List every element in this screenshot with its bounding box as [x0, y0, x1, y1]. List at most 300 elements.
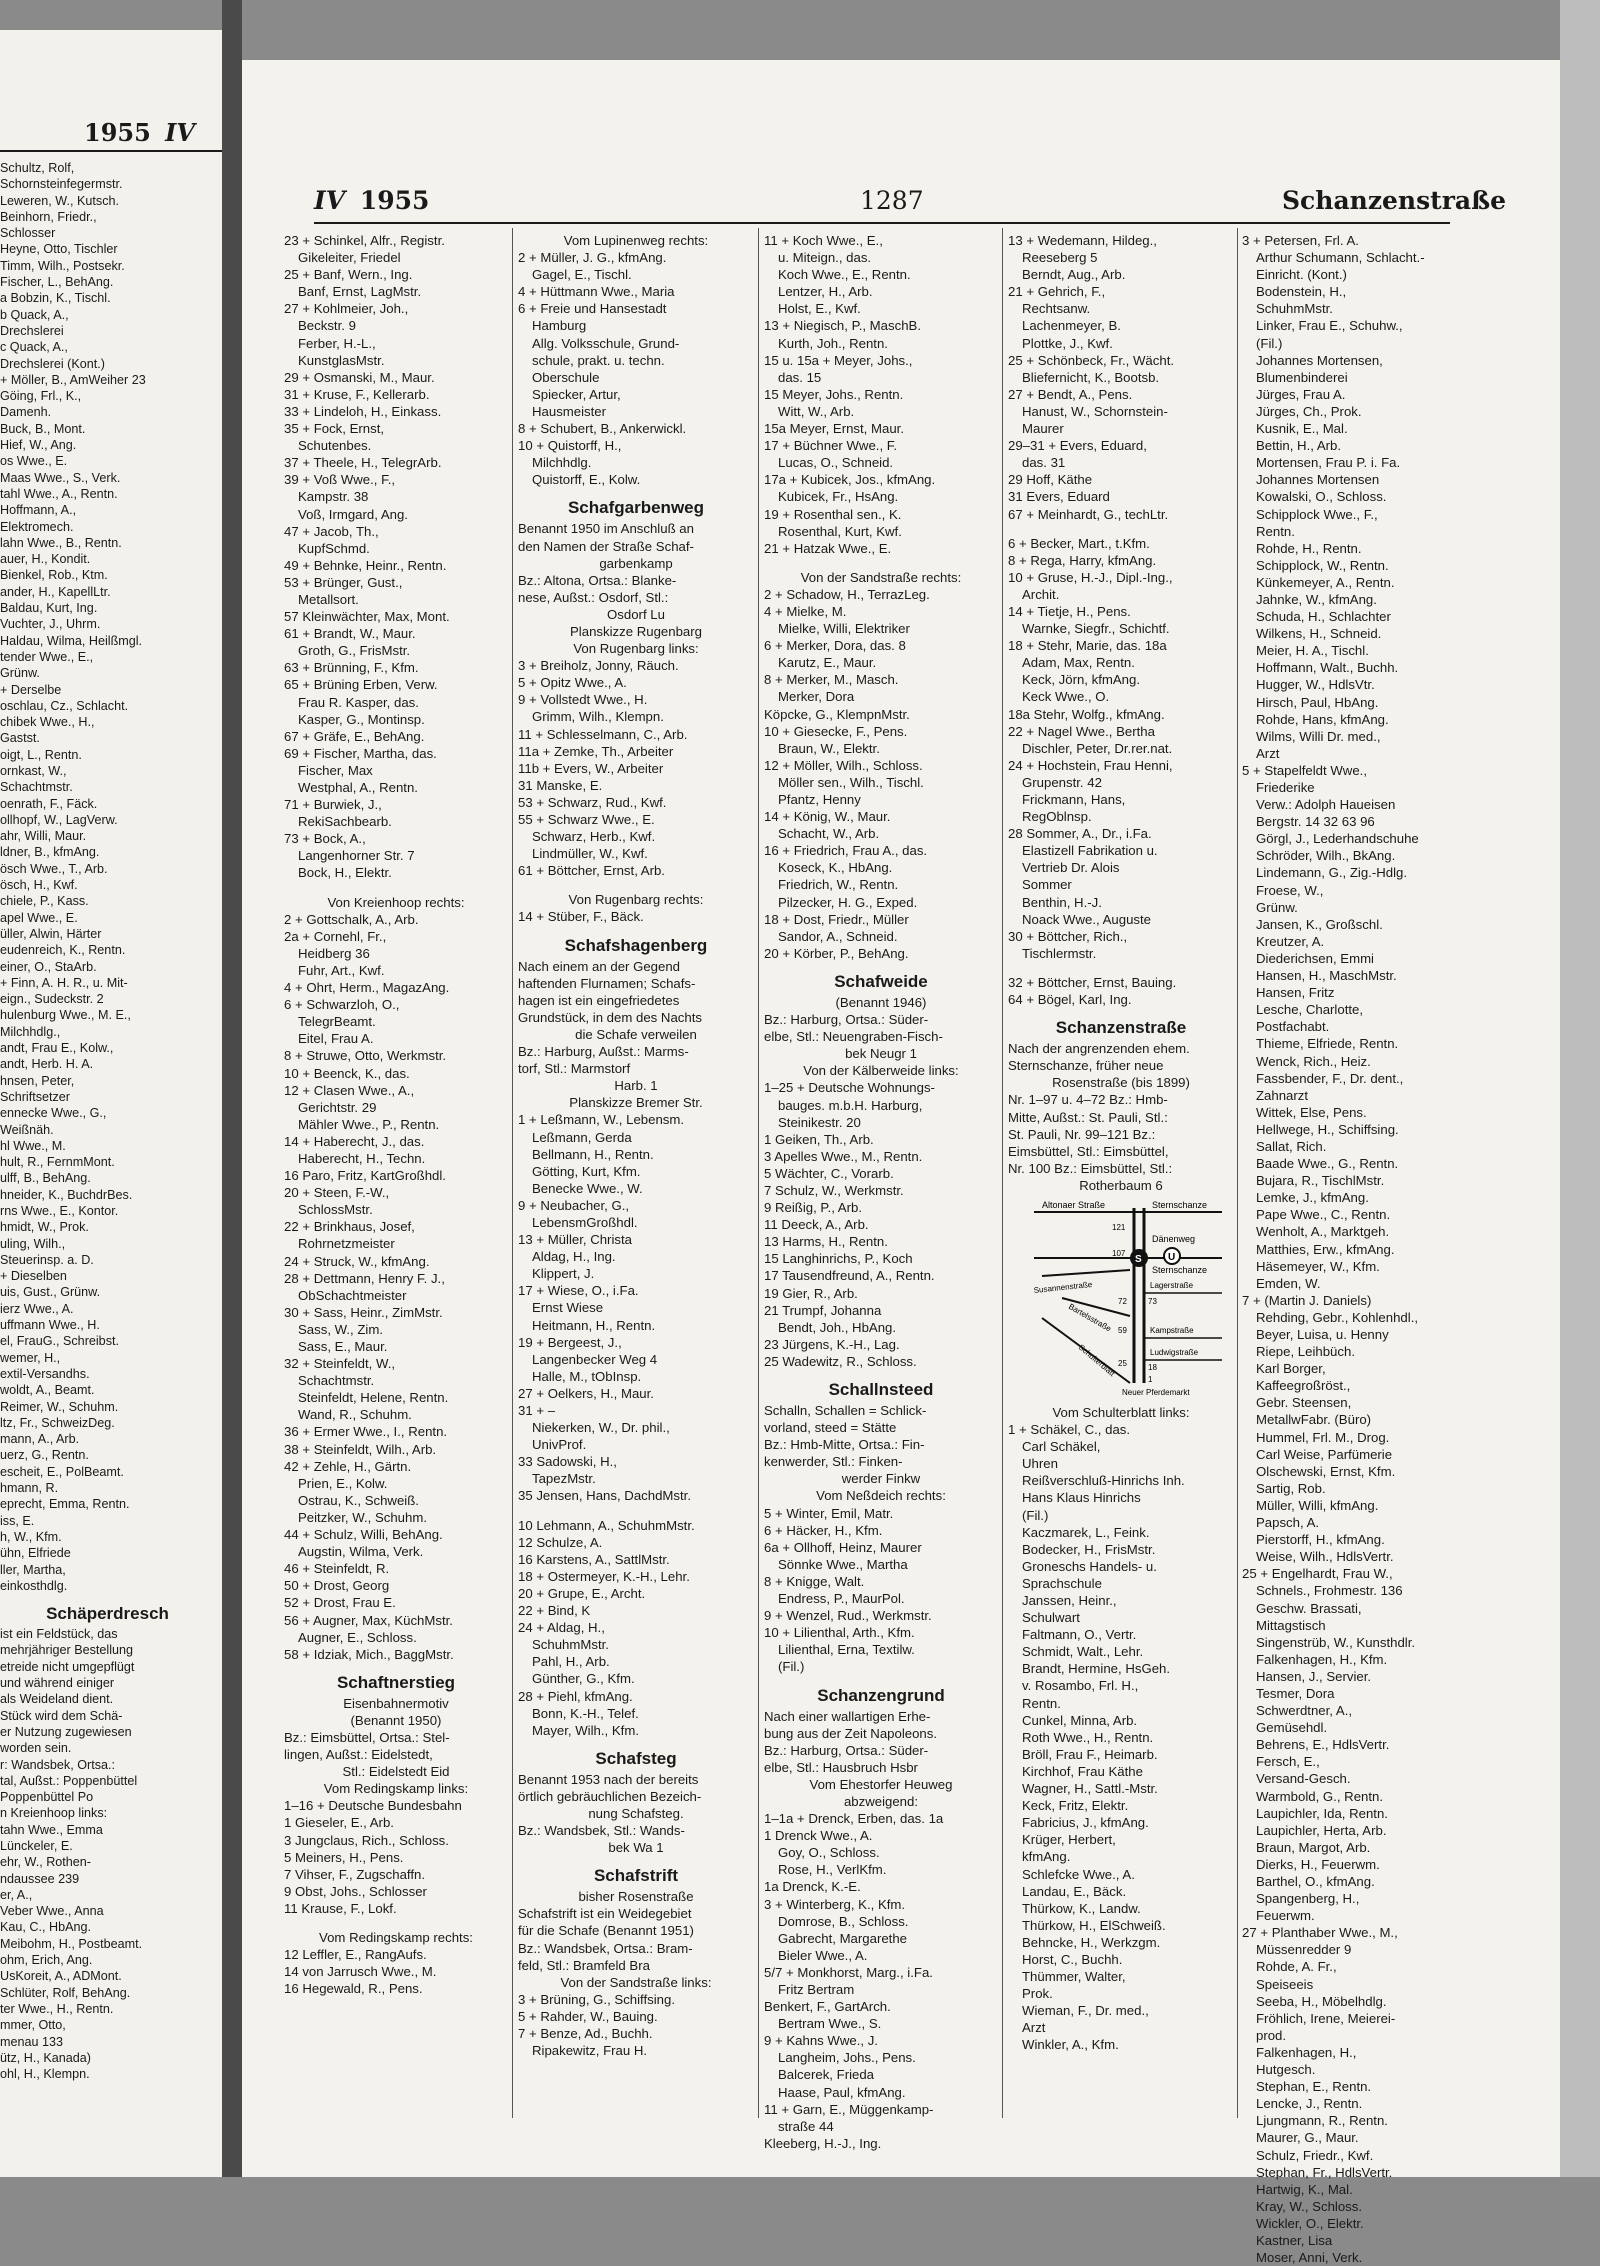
- directory-entry: Prien, E., Kolw.: [298, 1475, 388, 1491]
- directory-entry: ndaussee 239: [0, 1871, 80, 1886]
- directory-entry: Metallsort.: [298, 591, 359, 607]
- directory-entry: [284, 882, 508, 894]
- directory-entry: 31 Manske, E.: [518, 777, 603, 793]
- directory-entry: Maurer, G., Maur.: [1256, 2130, 1359, 2146]
- directory-entry: Häsemeyer, W., Kfm.: [1256, 1258, 1380, 1274]
- directory-entry: Hugger, W., HdlsVtr.: [1256, 677, 1375, 693]
- directory-entry: Bellmann, H., Rentn.: [532, 1146, 654, 1162]
- directory-entry: 11 + Garn, E., Müggenkamp-: [764, 2101, 934, 2117]
- directory-entry: Gebr. Steensen,: [1256, 1395, 1352, 1411]
- directory-entry: 3 Jungclaus, Rich., Schloss.: [284, 1832, 449, 1848]
- page-edge-strip: [1560, 0, 1600, 2177]
- directory-entry: Fabricius, J., kfmAng.: [1022, 1815, 1149, 1831]
- directory-entry: Reißverschluß-Hinrichs Inh.: [1022, 1473, 1185, 1489]
- directory-entry: Von Rugenbarg links:: [573, 641, 699, 657]
- directory-entry: 67 + Gräfe, E., BehAng.: [284, 728, 425, 744]
- directory-entry: [764, 557, 998, 569]
- directory-entry: hnsen, Peter,: [0, 1073, 75, 1088]
- directory-entry: Schuda, H., Schlachter: [1256, 609, 1391, 625]
- directory-entry: Ripakewitz, Frau H.: [532, 2043, 648, 2059]
- left-column: [0, 160, 215, 2082]
- directory-entry: hulenburg Wwe., M. E.,: [0, 1008, 131, 1023]
- directory-entry: nese, Außst.: Osdorf, Stl.:: [518, 589, 669, 605]
- directory-entry: Wand, R., Schuhm.: [298, 1407, 412, 1423]
- directory-entry: Rohde, Hans, kfmAng.: [1256, 711, 1389, 727]
- directory-entry: 30 + Böttcher, Rich.,: [1008, 928, 1128, 944]
- directory-entry: Friedrich, W., Rentn.: [778, 877, 899, 893]
- directory-entry: Warmbold, G., Rentn.: [1256, 1788, 1384, 1804]
- directory-entry: Kowalski, O., Schloss.: [1256, 489, 1387, 505]
- directory-entry: 18 + Stehr, Marie, das. 18a: [1008, 638, 1167, 654]
- directory-entry: abzweigend:: [843, 1793, 919, 1809]
- directory-entry: [1008, 523, 1234, 535]
- directory-entry: Pahl, H., Arb.: [532, 1654, 610, 1670]
- map-label: Sternschanze: [1152, 1199, 1208, 1210]
- directory-entry: Tesmer, Dora: [1256, 1685, 1335, 1701]
- directory-entry: 6 + Schwarzloh, O.,: [284, 997, 400, 1013]
- map-label: Sternschanze: [1152, 1264, 1208, 1275]
- directory-entry: 1 + Leßmann, W., Lebensm.: [518, 1112, 685, 1128]
- directory-entry: Adam, Max, Rentn.: [1022, 655, 1135, 671]
- directory-entry: 7 Schulz, W., Werkmstr.: [764, 1182, 904, 1198]
- directory-entry: 5 + Opitz Wwe., A.: [518, 675, 627, 691]
- directory-entry: Falkenhagen, H.,: [1256, 2044, 1357, 2060]
- directory-entry: Benecke Wwe., W.: [532, 1180, 643, 1196]
- directory-entry: ühn, Elfriede: [0, 1546, 71, 1561]
- directory-entry: Veber Wwe., Anna: [0, 1904, 104, 1919]
- directory-entry: Blumenbinderei: [1256, 369, 1348, 385]
- directory-entry: Gagel, E., Tischl.: [532, 267, 632, 283]
- directory-entry: 35 + Fock, Ernst,: [284, 421, 385, 437]
- directory-entry: Elastizell Fabrikation u.: [1022, 843, 1158, 859]
- directory-entry: Maas Wwe., S., Verk.: [0, 470, 121, 485]
- directory-entry: menau 133: [0, 2034, 64, 2049]
- directory-entry: Maurer: [1022, 421, 1064, 437]
- directory-entry: Landau, E., Bäck.: [1022, 1883, 1127, 1899]
- directory-entry: 9 + Kahns Wwe., J.: [764, 2033, 878, 2049]
- directory-entry: 11 + Schlesselmann, C., Arb.: [518, 726, 688, 742]
- directory-entry: Eitel, Frau A.: [298, 1031, 374, 1047]
- directory-entry: 16 Hegewald, R., Pens.: [284, 1981, 423, 1997]
- directory-entry: Augstin, Wilma, Verk.: [298, 1544, 424, 1560]
- directory-entry: Ferber, H.-L.,: [298, 335, 376, 351]
- directory-entry: torf, Stl.: Marmstorf: [518, 1061, 631, 1077]
- page-number: 1287: [860, 186, 924, 215]
- directory-entry: Schornsteinfegermstr.: [0, 177, 123, 192]
- directory-entry: Jürges, Frau A.: [1256, 386, 1346, 402]
- directory-entry: oigt, L., Rentn.: [0, 747, 82, 762]
- directory-entry: ösch Wwe., T., Arb.: [0, 861, 108, 876]
- directory-entry: Wilms, Willi Dr. med.,: [1256, 728, 1381, 744]
- directory-entry: Osdorf Lu: [607, 606, 665, 622]
- directory-entry: Linker, Frau E., Schuhw.,: [1256, 318, 1403, 334]
- directory-entry: 5 Meiners, H., Pens.: [284, 1849, 404, 1865]
- directory-entry: 44 + Schulz, Willi, BehAng.: [284, 1527, 443, 1543]
- directory-entry: 9 Reißig, P., Arb.: [764, 1200, 862, 1216]
- directory-entry: Aldag, H., Ing.: [532, 1249, 616, 1265]
- directory-entry: Schnels., Frohmestr. 136: [1256, 1583, 1403, 1599]
- directory-entry: Oberschule: [532, 369, 600, 385]
- directory-entry: 50 + Drost, Georg: [284, 1578, 390, 1594]
- directory-entry: 14 von Jarrusch Wwe., M.: [284, 1964, 437, 1980]
- directory-entry: das. 31: [1022, 455, 1066, 471]
- right-running-head-left: [314, 186, 429, 215]
- directory-entry: Geschw. Brassati,: [1256, 1600, 1362, 1616]
- directory-entry: 2 + Schadow, H., TerrazLeg.: [764, 586, 930, 602]
- directory-entry: Sprachschule: [1022, 1575, 1102, 1591]
- directory-entry: KupfSchmd.: [298, 540, 370, 556]
- directory-entry: Versand-Gesch.: [1256, 1771, 1351, 1787]
- directory-entry: 52 + Drost, Frau E.: [284, 1595, 396, 1611]
- directory-entry: Kubicek, Fr., HsAng.: [778, 489, 899, 505]
- directory-entry: eprecht, Emma, Rentn.: [0, 1497, 130, 1512]
- directory-entry: Vom Redingskamp links:: [323, 1781, 469, 1797]
- directory-entry: Feuerwm.: [1256, 1908, 1315, 1924]
- directory-entry: Lentzer, H., Arb.: [778, 284, 873, 300]
- directory-entry: Olschewski, Ernst, Kfm.: [1256, 1463, 1396, 1479]
- directory-entry: 23 Jürgens, K.-H., Lag.: [764, 1336, 900, 1352]
- directory-entry: garbenkamp: [599, 555, 673, 571]
- directory-entry: Westphal, A., Rentn.: [298, 780, 418, 795]
- directory-entry: [518, 1505, 754, 1517]
- directory-entry: Sass, W., Zim.: [298, 1321, 383, 1337]
- right-year: 1955: [359, 186, 430, 215]
- directory-entry: örtlich gebräuchlichen Bezeich-: [518, 1788, 702, 1804]
- directory-entry: Behncke, H., Werkzgm.: [1022, 1934, 1161, 1950]
- directory-entry: Koch Wwe., E., Rentn.: [778, 267, 911, 283]
- directory-entry: einer, O., StaArb.: [0, 959, 97, 974]
- directory-entry: Beckstr. 9: [298, 318, 356, 334]
- directory-entry: Prok.: [1022, 1986, 1053, 2002]
- directory-entry: Peitzker, W., Schuhm.: [298, 1509, 427, 1525]
- directory-entry: Jahnke, W., kfmAng.: [1256, 591, 1377, 607]
- directory-entry: 37 + Theele, H., TelegrArb.: [284, 455, 442, 471]
- directory-entry: ollhopf, W., LagVerw.: [0, 812, 118, 827]
- directory-entry: ösch, H., Kwf.: [0, 878, 78, 893]
- directory-entry: vorland, steed = Stätte: [764, 1420, 897, 1436]
- directory-entry: Noack Wwe., Auguste: [1022, 911, 1152, 927]
- directory-entry: Pierstorff, H., kfmAng.: [1256, 1532, 1385, 1548]
- directory-entry: el, FrauG., Schreibst.: [0, 1334, 119, 1349]
- directory-entry: Benkert, F., GartArch.: [764, 1999, 891, 2015]
- directory-entry: Kirchhof, Frau Käthe: [1022, 1763, 1143, 1779]
- directory-entry: 25 + Engelhardt, Frau W.,: [1242, 1566, 1393, 1582]
- directory-entry: ander, H., KapellLtr.: [0, 584, 111, 599]
- directory-entry: Ljungmann, R., Rentn.: [1256, 2113, 1388, 2129]
- directory-entry: Karutz, E., Maur.: [778, 655, 877, 671]
- directory-entry: Vom Redingskamp rechts:: [319, 1930, 473, 1945]
- directory-entry: Kurth, Joh., Rentn.: [778, 335, 888, 351]
- directory-entry: straße 44: [778, 2118, 834, 2134]
- directory-entry: ahr, Willi, Maur.: [0, 829, 87, 844]
- directory-entry: ltz, Fr., SchweizDeg.: [0, 1415, 115, 1430]
- directory-entry: 25 + Banf, Wern., Ing.: [284, 267, 413, 283]
- directory-entry: 21 Trumpf, Johanna: [764, 1302, 882, 1318]
- directory-entry: 57 Kleinwächter, Max, Mont.: [284, 609, 450, 625]
- directory-entry: TapezMstr.: [532, 1471, 596, 1487]
- directory-entry: elbe, Stl.: Hausbruch Hsbr: [764, 1759, 918, 1775]
- directory-entry: Schwerdtner, A.,: [1256, 1703, 1353, 1719]
- directory-entry: Hoffmann, A.,: [0, 503, 77, 518]
- directory-entry: 1–16 + Deutsche Bundesbahn: [284, 1798, 462, 1814]
- directory-entry: Gikeleiter, Friedel: [298, 250, 401, 266]
- directory-entry: 30 + Sass, Heinr., ZimMstr.: [284, 1304, 443, 1320]
- directory-entry: Bergstr. 14 32 63 96: [1256, 814, 1375, 830]
- directory-entry: Fuhr, Art., Kwf.: [298, 962, 385, 978]
- street-heading: Schanzengrund: [817, 1685, 945, 1705]
- directory-entry: Niekerken, W., Dr. phil.,: [532, 1420, 670, 1436]
- directory-entry: 11 Krause, F., Lokf.: [284, 1900, 397, 1916]
- directory-entry: ehr, W., Rothen-: [0, 1855, 91, 1870]
- directory-entry: als Weideland dient.: [0, 1692, 114, 1707]
- directory-entry: Janssen, Heinr.,: [1022, 1593, 1117, 1608]
- directory-entry: [518, 879, 754, 891]
- directory-entry: 20 + Grupe, E., Archt.: [518, 1585, 646, 1601]
- directory-entry: Buck, B., Mont.: [0, 421, 86, 436]
- directory-entry: Von der Sandstraße links:: [560, 1974, 712, 1990]
- directory-entry: Thümmer, Walter,: [1022, 1969, 1126, 1985]
- directory-entry: 55 + Schwarz Wwe., E.: [518, 812, 655, 827]
- directory-entry: u. Miteign., das.: [778, 250, 872, 266]
- directory-entry: escheit, E., PolBeamt.: [0, 1464, 124, 1479]
- directory-entry: n Kreienhoop links:: [0, 1806, 108, 1821]
- directory-entry: und während einiger: [0, 1676, 115, 1691]
- directory-entry: Augner, E., Schloss.: [298, 1629, 417, 1645]
- directory-entry: chibek Wwe., H.,: [0, 715, 95, 730]
- directory-entry: a Bobzin, K., Tischl.: [0, 291, 111, 306]
- directory-entry: Speiseeis: [1256, 1976, 1314, 1992]
- directory-entry: h, W., Kfm.: [0, 1529, 62, 1544]
- directory-entry: Kasper, G., Montinsp.: [298, 711, 425, 727]
- directory-entry: Rosenthal, Kurt, Kwf.: [778, 523, 902, 539]
- directory-entry: 7 + (Martin J. Daniels): [1242, 1292, 1372, 1308]
- directory-entry: Klippert, J.: [532, 1266, 595, 1282]
- directory-entry: Barthel, O., kfmAng.: [1256, 1874, 1375, 1889]
- directory-entry: MetallwFabr. (Büro): [1256, 1412, 1372, 1428]
- directory-entry: Winkler, A., Kfm.: [1022, 2037, 1119, 2053]
- directory-entry: Pfantz, Henny: [778, 792, 861, 807]
- directory-entry: Bröll, Frau F., Heimarb.: [1022, 1746, 1158, 1762]
- directory-entry: 32 + Böttcher, Ernst, Bauing.: [1008, 974, 1177, 990]
- directory-entry: Wagner, H., Sattl.-Mstr.: [1022, 1781, 1158, 1797]
- directory-entry: einkosthdlg.: [0, 1578, 68, 1593]
- directory-entry: Wickler, O., Elektr.: [1256, 2215, 1364, 2231]
- directory-entry: Schmidt, Walt., Lehr.: [1022, 1644, 1144, 1660]
- directory-entry: Kastner, Lisa: [1256, 2232, 1333, 2248]
- directory-entry: (Fil.): [1256, 335, 1283, 351]
- directory-entry: Froese, W.,: [1256, 882, 1324, 898]
- map-number: 59: [1118, 1325, 1127, 1335]
- directory-entry: Jürges, Ch., Prok.: [1256, 403, 1362, 419]
- directory-entry: 5 + Winter, Emil, Matr.: [764, 1505, 894, 1521]
- directory-entry: Meier, H. A., Tischl.: [1256, 643, 1369, 659]
- directory-entry: Rohde, A. Fr.,: [1256, 1959, 1337, 1975]
- directory-entry: 5 + Stapelfeldt Wwe.,: [1242, 762, 1367, 778]
- directory-entry: Diederichsen, Emmi: [1256, 950, 1374, 966]
- directory-entry: Schlüter, Rolf, BehAng.: [0, 1985, 131, 2000]
- directory-entry: ohl, H., Klempn.: [0, 2067, 90, 2082]
- directory-entry: LebensmGroßhdl.: [532, 1214, 638, 1230]
- left-year: 1955: [84, 118, 151, 147]
- directory-entry: 10 + Lilienthal, Arth., Kfm.: [764, 1625, 915, 1641]
- directory-entry: 46 + Steinfeldt, R.: [284, 1561, 390, 1577]
- directory-entry: 19 + Rosenthal sen., K.: [764, 506, 902, 522]
- directory-entry: Weise, Wilh., HdlsVertr.: [1256, 1549, 1394, 1565]
- directory-entry: Grupenstr. 42: [1022, 774, 1102, 790]
- directory-entry: Beinhorn, Friedr.,: [0, 209, 97, 224]
- directory-entry: 15 Meyer, Johs., Rentn.: [764, 386, 904, 402]
- directory-entry: 8 + Merker, M., Masch.: [764, 672, 899, 688]
- directory-entry: Arzt: [1022, 2020, 1046, 2036]
- directory-entry: 15 Langhinrichs, P., Koch: [764, 1251, 913, 1267]
- directory-entry: Timm, Wilh., Postsekr.: [0, 258, 125, 273]
- directory-entry: Künkemeyer, A., Rentn.: [1256, 574, 1395, 590]
- directory-entry: hagen ist ein eingefriedetes: [518, 992, 680, 1008]
- directory-entry: 14 + König, W., Maur.: [764, 809, 891, 825]
- directory-entry: 10 + Quistorff, H.,: [518, 438, 622, 454]
- directory-entry: 12 + Clasen Wwe., A.,: [284, 1082, 415, 1098]
- directory-entry: Steinikestr. 20: [778, 1114, 861, 1130]
- directory-entry: Gastst.: [0, 731, 40, 746]
- directory-entry: Voß, Irmgard, Ang.: [298, 506, 408, 522]
- directory-entry: Langenbecker Weg 4: [532, 1351, 658, 1367]
- right-roman: IV: [314, 186, 346, 215]
- directory-entry: 31 + Kruse, F., Kellerarb.: [284, 386, 430, 402]
- directory-entry: Fassbender, F., Dr. dent.,: [1256, 1070, 1404, 1086]
- directory-entry: Frickmann, Hans,: [1022, 792, 1126, 807]
- directory-entry: 27 + Bendt, A., Pens.: [1008, 386, 1133, 402]
- directory-entry: Dierks, H., Feuerwm.: [1256, 1856, 1380, 1872]
- street-heading: Schäperdresch: [46, 1604, 169, 1624]
- directory-entry: Singenstrüb, W., Kunsthdlr.: [1256, 1634, 1416, 1650]
- directory-entry: Möller sen., Wilh., Tischl.: [778, 774, 924, 790]
- directory-entry: Gemüsehdl.: [1256, 1720, 1328, 1736]
- directory-entry: 7 + Benze, Ad., Buchh.: [518, 2026, 653, 2041]
- directory-entry: Bendt, Joh., HbAng.: [778, 1319, 897, 1335]
- directory-entry: schule, prakt. u. techn.: [532, 352, 665, 368]
- directory-entry: Arzt: [1256, 745, 1280, 761]
- directory-entry: 23 + Schinkel, Alfr., Registr.: [284, 233, 445, 248]
- directory-entry: Pilzecker, H. G., Exped.: [778, 894, 918, 910]
- directory-entry: Banf, Ernst, LagMstr.: [298, 284, 422, 300]
- map-label: Schulterblatt: [1076, 1342, 1117, 1379]
- directory-entry: Schipplock, W., Rentn.: [1256, 557, 1389, 573]
- directory-entry: Wittek, Else, Pens.: [1256, 1104, 1367, 1120]
- directory-entry: Ostrau, K., Schweiß.: [298, 1492, 419, 1508]
- directory-entry: Bz.: Wandsbek, Ortsa.: Bram-: [518, 1940, 693, 1956]
- directory-entry: 11a + Zemke, Th., Arbeiter: [518, 743, 674, 759]
- directory-entry: Bz.: Altona, Ortsa.: Blanke-: [518, 572, 677, 588]
- directory-entry: Benannt 1953 nach der bereits: [518, 1771, 699, 1787]
- directory-entry: Fischer, Max: [298, 762, 373, 778]
- directory-entry: Schipplock Wwe., F.,: [1256, 506, 1378, 522]
- directory-entry: Göing, Frl., K.,: [0, 389, 82, 404]
- directory-entry: 8 + Knigge, Walt.: [764, 1573, 865, 1589]
- directory-entry: 53 + Brünger, Gust.,: [284, 574, 403, 590]
- directory-entry: Seeba, H., Möbelhdlg.: [1256, 1993, 1387, 2009]
- directory-entry: Hoffmann, Walt., Buchh.: [1256, 660, 1399, 676]
- directory-entry: ennecke Wwe., G.,: [0, 1106, 107, 1121]
- directory-entry: 20 + Körber, P., BehAng.: [764, 945, 909, 961]
- directory-entry: mmer, Otto,: [0, 2018, 66, 2033]
- directory-entry: 13 + Niegisch, P., MaschB.: [764, 318, 921, 334]
- directory-entry: Lencke, J., Rentn.: [1256, 2096, 1363, 2112]
- directory-entry: 20 + Steen, F.-W.,: [284, 1185, 390, 1201]
- directory-entry: Dischler, Peter, Dr.rer.nat.: [1022, 740, 1173, 756]
- directory-entry: 3 + Petersen, Frl. A.: [1242, 233, 1359, 248]
- directory-entry: Karl Borger,: [1256, 1361, 1326, 1377]
- directory-entry: Müller, Willi, kfmAng.: [1256, 1497, 1379, 1513]
- directory-entry: Kau, C., HbAng.: [0, 1920, 92, 1935]
- directory-entry: (Fil.): [1022, 1507, 1049, 1523]
- directory-entry: Görgl, J., Lederhandschuhe: [1256, 831, 1419, 847]
- directory-entry: SchuhmMstr.: [532, 1637, 609, 1653]
- directory-entry: Heidberg 36: [298, 945, 370, 961]
- map-label: Lagerstraße: [1150, 1280, 1194, 1290]
- directory-entry: Schalln, Schallen = Schlick-: [764, 1403, 927, 1418]
- directory-entry: Sallat, Rich.: [1256, 1138, 1327, 1154]
- map-number: 18: [1148, 1362, 1157, 1372]
- directory-entry: 6 + Becker, Mart., t.Kfm.: [1008, 535, 1150, 551]
- directory-entry: 25 + Schönbeck, Fr., Wächt.: [1008, 352, 1175, 368]
- directory-entry: 18 + Ostermeyer, K.-H., Lehr.: [518, 1568, 690, 1584]
- map-label: Kampstraße: [1150, 1325, 1194, 1335]
- directory-entry: Hamburg: [532, 318, 587, 334]
- directory-entry: hneider, K., BuchdrBes.: [0, 1187, 133, 1202]
- directory-entry: Elektromech.: [0, 519, 74, 534]
- directory-entry: Steinfeldt, Helene, Rentn.: [298, 1390, 449, 1406]
- directory-entry: Rentn.: [1256, 523, 1295, 539]
- directory-entry: Moser, Anni, Verk.: [1256, 2250, 1363, 2266]
- directory-entry: Schröder, Wilh., BkAng.: [1256, 848, 1396, 864]
- directory-entry: 1 Gieseler, E., Arb.: [284, 1815, 394, 1831]
- directory-entry: Balcerek, Frieda: [778, 2067, 875, 2083]
- directory-entry: 21 + Hatzak Wwe., E.: [764, 540, 892, 556]
- directory-entry: andt, Frau E., Kolw.,: [0, 1041, 114, 1056]
- directory-entry: Allg. Volksschule, Grund-: [532, 335, 680, 351]
- directory-entry: v. Rosambo, Frl. H.,: [1022, 1678, 1139, 1694]
- directory-entry: hl Wwe., M.: [0, 1138, 66, 1153]
- directory-entry: iss, E.: [0, 1513, 35, 1528]
- street-heading: Schanzenstraße: [1055, 1018, 1187, 1038]
- directory-entry: Rotherbaum 6: [1079, 1177, 1163, 1193]
- directory-entry: Reeseberg 5: [1022, 250, 1098, 266]
- directory-entry: Verw.: Adolph Haueisen: [1256, 797, 1396, 813]
- directory-entry: 17 + Büchner Wwe., F.: [764, 438, 898, 454]
- directory-entry: Thieme, Elfriede, Rentn.: [1256, 1036, 1399, 1052]
- directory-entry: + Möller, B., AmWeiher 23: [0, 372, 146, 387]
- directory-entry: Bienkel, Rob., Ktm.: [0, 568, 108, 583]
- directory-entry: tal, Außst.: Poppenbüttel: [0, 1773, 138, 1788]
- directory-entry: 10 + Beenck, K., das.: [284, 1065, 410, 1081]
- directory-entry: Milchhdlg.: [532, 455, 592, 471]
- directory-entry: Kusnik, E., Mal.: [1256, 421, 1348, 437]
- directory-entry: 73 + Bock, A.,: [284, 831, 366, 847]
- column-4: [1008, 232, 1234, 2054]
- directory-entry: werder Finkw: [841, 1471, 921, 1487]
- directory-entry: Harb. 1: [614, 1078, 658, 1094]
- directory-entry: Heyne, Otto, Tischler: [0, 242, 118, 257]
- directory-entry: Sandor, A., Schneid.: [778, 928, 898, 944]
- directory-entry: 19 + Bergeest, J.,: [518, 1334, 622, 1350]
- street-running-head: Schanzenstraße: [1282, 186, 1506, 215]
- directory-entry: chiele, P., Kass.: [0, 894, 89, 909]
- directory-entry: KunstglasMstr.: [298, 352, 385, 368]
- directory-entry: Heitmann, H., Rentn.: [532, 1317, 656, 1333]
- directory-entry: Planskizze Rugenbarg: [570, 623, 702, 639]
- directory-entry: Drechslerei: [0, 323, 64, 338]
- directory-entry: Planskizze Bremer Str.: [569, 1095, 703, 1111]
